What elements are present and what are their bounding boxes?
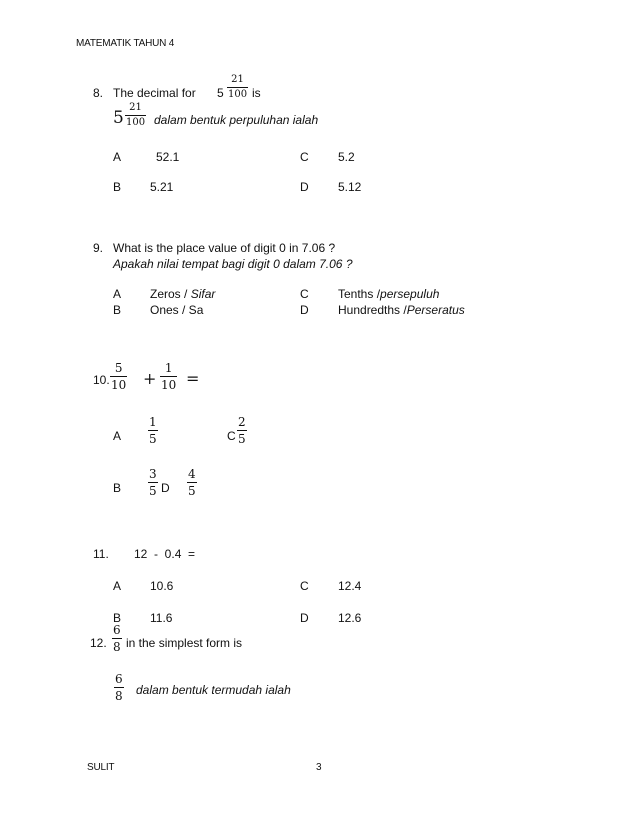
q8-fraction-en-den: 100	[228, 89, 248, 100]
q9-option-d-en: Hundredths /	[338, 303, 407, 317]
q11-option-b-value: 11.6	[150, 611, 173, 625]
q11-option-c-letter[interactable]: C	[300, 579, 309, 593]
q10-option-d-letter[interactable]: D	[161, 481, 170, 495]
q8-whole-ms: 5	[113, 108, 124, 128]
q10-fraction-a-num: 5	[114, 361, 123, 375]
q8-fraction-en	[227, 75, 248, 100]
q8-option-d-value: 5.12	[338, 180, 362, 194]
q10-option-b-letter[interactable]: B	[113, 481, 122, 495]
q9-option-a-ms: Sifar	[190, 287, 216, 301]
q10-option-a-den: 5	[149, 432, 157, 446]
q10-option-a-num: 1	[149, 415, 157, 429]
footer-sulit: SULIT	[87, 762, 115, 773]
q8-whole-en: 5	[217, 86, 224, 100]
footer-page-number: 3	[316, 762, 322, 773]
q10-fraction-a	[110, 362, 127, 391]
q10-fraction-b-den: 10	[161, 378, 177, 392]
q10-option-d-bar	[187, 482, 197, 483]
q10-option-b-den: 5	[149, 484, 157, 498]
q10-fraction-b-bar	[160, 376, 177, 377]
q10-option-c-fraction	[237, 416, 247, 445]
q11-expression: 12 - 0.4 =	[134, 547, 196, 561]
q9-option-c-letter[interactable]: C	[300, 287, 309, 301]
q10-plus-sign: +	[143, 369, 157, 388]
q10-fraction-a-den: 10	[111, 378, 127, 392]
q12-fraction-en-bar	[112, 638, 122, 639]
q9-number: 9.	[93, 241, 104, 255]
q8-fraction-ms-bar	[125, 115, 146, 116]
q10-option-d-num: 4	[188, 467, 196, 481]
q9-option-a-letter[interactable]: A	[113, 287, 122, 301]
q9-option-b-letter[interactable]: B	[113, 303, 122, 317]
q8-option-c-letter[interactable]: C	[300, 150, 309, 164]
q8-option-b-letter[interactable]: B	[113, 180, 122, 194]
q8-option-c-value: 5.2	[338, 150, 355, 164]
q10-option-d-fraction	[187, 468, 197, 497]
q12-text-ms: dalam bentuk termudah ialah	[136, 683, 291, 697]
q8-fraction-en-bar	[227, 87, 248, 88]
q12-fraction-en	[112, 624, 122, 653]
q10-fraction-a-bar	[110, 376, 127, 377]
q9-option-c-en: Tenths /	[338, 287, 381, 301]
q9-text-en: What is the place value of digit 0 in 7.06 ?	[113, 241, 336, 255]
q10-option-c-num: 2	[238, 415, 246, 429]
q10-equals-sign: =	[186, 369, 200, 388]
q10-option-b-fraction	[148, 468, 158, 497]
q10-option-b-bar	[148, 482, 158, 483]
q8-text-en: The decimal for	[113, 86, 196, 100]
q8-option-b-value: 5.21	[150, 180, 174, 194]
q8-fraction-ms-num: 21	[129, 102, 142, 113]
q12-fraction-ms	[114, 673, 124, 702]
q8-text-ms: dalam bentuk perpuluhan ialah	[154, 113, 319, 127]
q10-option-a-bar	[148, 430, 158, 431]
q8-option-d-letter[interactable]: D	[300, 180, 309, 194]
q10-option-b-num: 3	[149, 467, 157, 481]
q9-option-a-text	[150, 287, 215, 301]
q8-fraction-ms-den: 100	[126, 117, 146, 128]
q11-option-d-letter[interactable]: D	[300, 611, 309, 625]
q9-option-d-letter[interactable]: D	[300, 303, 309, 317]
q9-option-c-ms: persepuluh	[380, 287, 440, 301]
q11-option-a-letter[interactable]: A	[113, 579, 122, 593]
q10-option-d-den: 5	[188, 484, 196, 498]
q12-number: 12.	[90, 636, 107, 650]
q11-number: 11.	[93, 547, 109, 561]
q9-text-ms: Apakah nilai tempat bagi digit 0 dalam 7.06 ?	[113, 257, 353, 271]
q10-number: 10.	[93, 373, 110, 387]
q8-text-en-end: is	[252, 86, 261, 100]
q8-fraction-en-num: 21	[231, 74, 244, 85]
q12-text-en: in the simplest form is	[126, 636, 243, 650]
q12-fraction-ms-bar	[114, 687, 124, 688]
q10-option-a-letter[interactable]: A	[113, 429, 122, 443]
q9-option-a-en: Zeros /	[150, 287, 191, 301]
q10-fraction-b	[160, 362, 177, 391]
q8-fraction-ms	[125, 103, 146, 128]
q10-fraction-b-num: 1	[164, 361, 173, 375]
q11-option-a-value: 10.6	[150, 579, 174, 593]
q10-option-a-fraction	[148, 416, 158, 445]
q8-number: 8.	[93, 86, 104, 100]
q12-fraction-ms-num: 6	[115, 672, 123, 686]
q9-option-d-ms: Perseratus	[406, 303, 465, 317]
q12-fraction-en-den: 8	[113, 640, 121, 654]
q10-option-c-den: 5	[238, 432, 246, 446]
page-header-title: MATEMATIK TAHUN 4	[76, 38, 175, 49]
q9-option-c-text	[338, 287, 439, 301]
q11-option-c-value: 12.4	[338, 579, 362, 593]
q9-option-b-text: Ones / Sa	[150, 303, 204, 317]
q11-option-d-value: 12.6	[338, 611, 362, 625]
q8-option-a-letter[interactable]: A	[113, 150, 122, 164]
q11-option-b-letter[interactable]: B	[113, 611, 122, 625]
q12-fraction-en-num: 6	[113, 623, 121, 637]
q12-fraction-ms-den: 8	[115, 689, 123, 703]
q10-option-c-bar	[237, 430, 247, 431]
q8-option-a-value: 52.1	[156, 150, 180, 164]
q10-option-c-letter[interactable]: C	[227, 429, 236, 443]
q9-option-d-text	[338, 303, 465, 317]
